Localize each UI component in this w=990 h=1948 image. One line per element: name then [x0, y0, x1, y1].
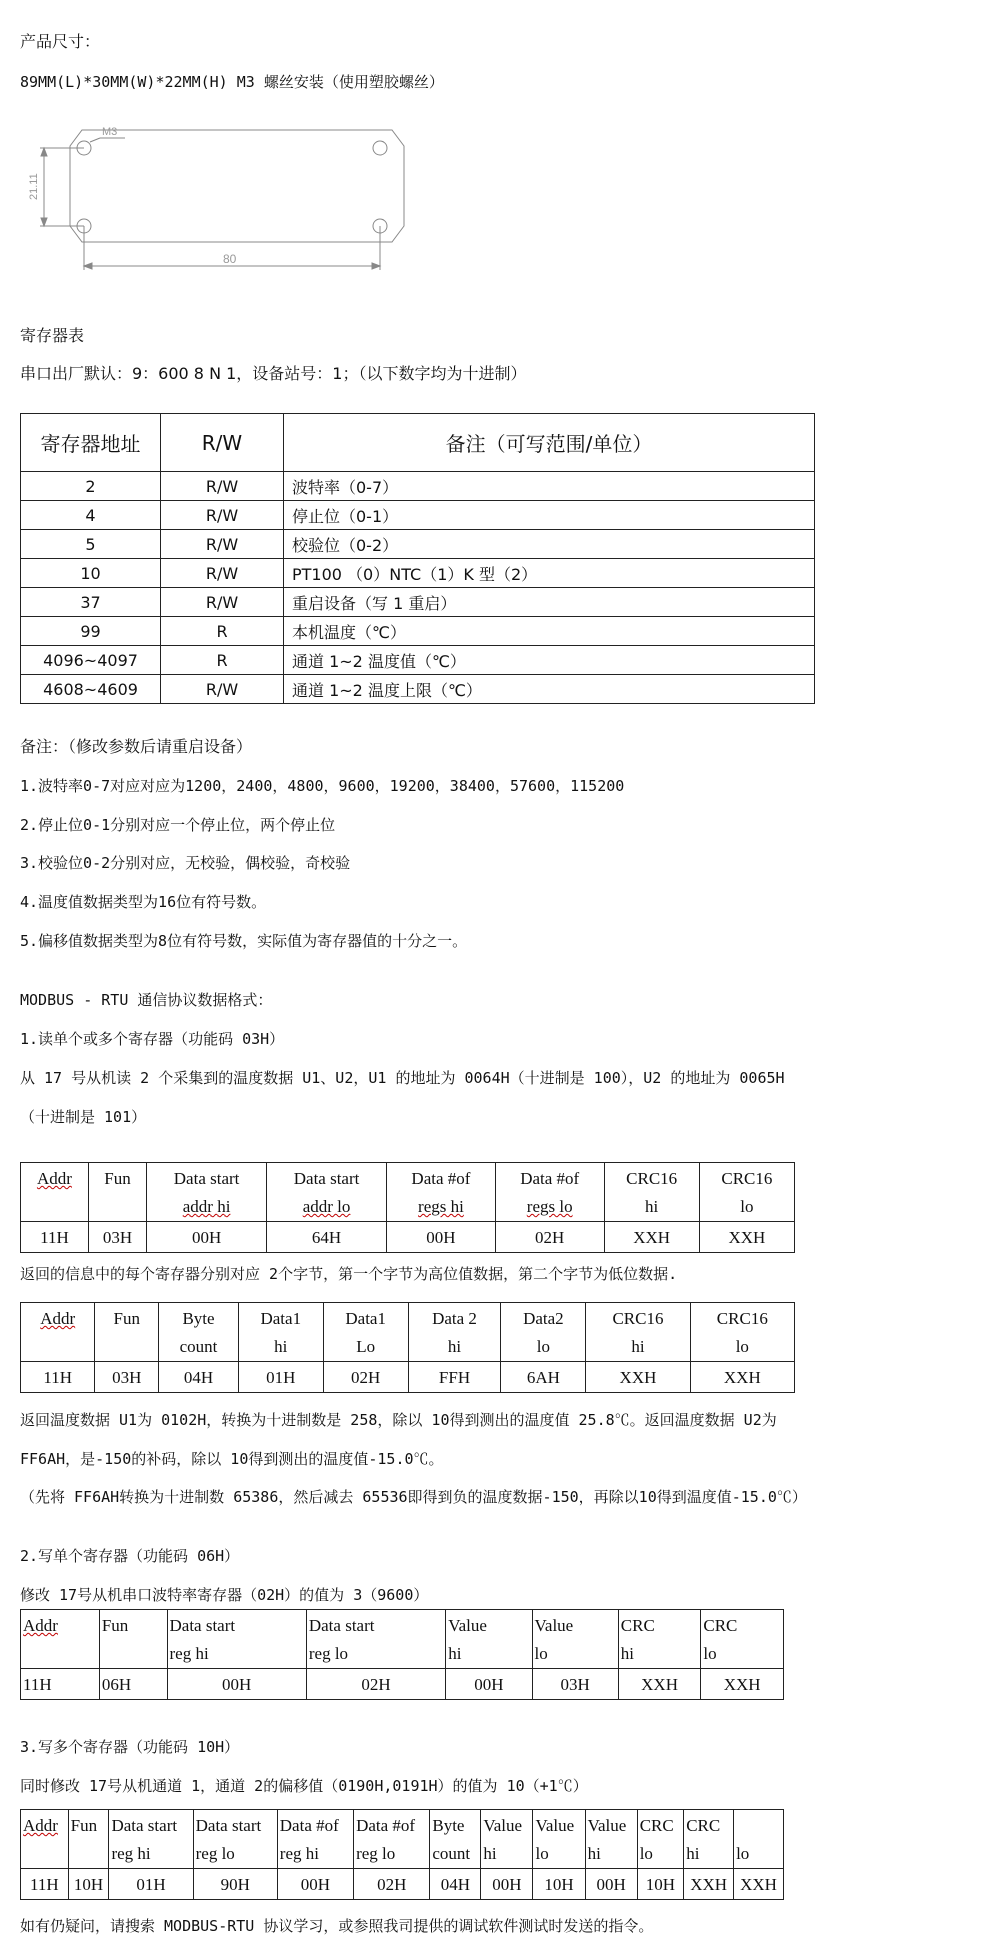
register-table: [20, 413, 815, 704]
table-cell: 04H: [430, 1869, 481, 1900]
write-multi-table: [20, 1809, 784, 1900]
table-cell: R/W: [161, 530, 284, 559]
table-header: CRC hi: [618, 1610, 701, 1669]
table-header: CRC16 lo: [699, 1163, 794, 1222]
table-cell: 00H: [147, 1222, 267, 1253]
table-header: Data start addr lo: [267, 1163, 387, 1222]
table-header: CRC16 hi: [586, 1303, 690, 1362]
table-cell: 4: [21, 501, 161, 530]
table-cell: 重启设备（写 1 重启）: [284, 588, 815, 617]
table-header: Addr: [21, 1810, 69, 1869]
table-cell: 本机温度（℃）: [284, 617, 815, 646]
table-cell: R/W: [161, 675, 284, 704]
table-header: lo: [734, 1810, 784, 1869]
table-header-row: [21, 1163, 795, 1222]
table-row: [21, 1669, 784, 1700]
table-cell: 00H: [585, 1869, 637, 1900]
table-cell: 停止位（0-1）: [284, 501, 815, 530]
read-heading: 1.读单个或多个寄存器（功能码 03H）: [20, 1030, 285, 1048]
table-row: [21, 646, 815, 675]
table-header: Value hi: [585, 1810, 637, 1869]
note-item: 3.校验位0-2分别对应，无校验，偶校验，奇校验: [20, 854, 351, 872]
read-request-table: [20, 1162, 795, 1253]
table-header: Addr: [21, 1163, 89, 1222]
table-header: Data1 Lo: [323, 1303, 408, 1362]
table-header: Data start reg lo: [306, 1610, 445, 1669]
table-row: [21, 1869, 784, 1900]
table-header: CRC lo: [701, 1610, 784, 1669]
dimension-drawing: [20, 118, 410, 278]
table-cell: PT100 （0）NTC（1）K 型（2）: [284, 559, 815, 588]
table-cell: XXH: [690, 1362, 794, 1393]
table-header-row: [21, 1610, 784, 1669]
table-header: Byte count: [159, 1303, 239, 1362]
table-cell: 00H: [387, 1222, 496, 1253]
table-header-row: [21, 1810, 784, 1869]
table-header: CRC16 hi: [604, 1163, 699, 1222]
table-cell: XXH: [618, 1669, 701, 1700]
table-cell: 64H: [267, 1222, 387, 1253]
table-cell: XXH: [734, 1869, 784, 1900]
serial-default-line: 串口出厂默认：9：600 8 N 1，设备站号：1；（以下数字均为十进制）: [20, 364, 527, 383]
table-cell: 06H: [99, 1669, 167, 1700]
table-header: Data start reg hi: [109, 1810, 193, 1869]
note-item: 1.波特率0-7对应对应为1200，2400，4800，9600，19200，38400，57600，115200: [20, 777, 625, 795]
table-header: Data start reg lo: [193, 1810, 277, 1869]
modbus-title: MODBUS - RTU 通信协议数据格式：: [20, 991, 273, 1009]
table-header: 备注（可写范围/单位）: [284, 414, 815, 472]
table-header: Data start addr hi: [147, 1163, 267, 1222]
table-header: Value lo: [533, 1810, 585, 1869]
table-cell: 6AH: [501, 1362, 586, 1393]
write-single-heading: 2.写单个寄存器（功能码 06H）: [20, 1547, 240, 1565]
table-header: Data 2 hi: [408, 1303, 501, 1362]
table-cell: 4096~4097: [21, 646, 161, 675]
table-header: Fun: [99, 1610, 167, 1669]
product-dimensions: 89MM(L)*30MM(W)*22MM(H) M3 螺丝安装（使用塑胶螺丝）: [20, 73, 444, 91]
table-cell: 90H: [193, 1869, 277, 1900]
product-size-title: 产品尺寸：: [20, 32, 101, 51]
table-header: Data start reg hi: [167, 1610, 306, 1669]
table-header: Value hi: [446, 1610, 532, 1669]
table-row: [21, 1222, 795, 1253]
table-cell: 00H: [277, 1869, 353, 1900]
mount-hole: [373, 141, 387, 155]
table-cell: 10H: [68, 1869, 109, 1900]
table-header: Fun: [88, 1163, 146, 1222]
table-row: [21, 675, 815, 704]
table-cell: 5: [21, 530, 161, 559]
table-cell: FFH: [408, 1362, 501, 1393]
table-cell: 02H: [354, 1869, 430, 1900]
table-cell: 11H: [21, 1362, 95, 1393]
table-row: [21, 530, 815, 559]
table-header: Data #of reg hi: [277, 1810, 353, 1869]
hole-label: M3: [102, 126, 118, 138]
table-cell: R: [161, 617, 284, 646]
read-response-table: [20, 1302, 795, 1393]
write-single-table: [20, 1609, 784, 1700]
explain-line: FF6AH，是-150的补码，除以 10得到测出的温度值-15.0℃。: [20, 1450, 444, 1468]
footer-note: 如有仍疑问，请搜索 MODBUS-RTU 协议学习，或参照我司提供的调试软件测试时发送的指令。: [20, 1917, 654, 1935]
table-row: [21, 1362, 795, 1393]
table-cell: 00H: [167, 1669, 306, 1700]
register-table-title: 寄存器表: [20, 326, 85, 345]
table-cell: R/W: [161, 588, 284, 617]
table-cell: 通道 1~2 温度上限（℃）: [284, 675, 815, 704]
table-cell: 02H: [323, 1362, 408, 1393]
table-header: CRC16 lo: [690, 1303, 794, 1362]
table-cell: 10H: [637, 1869, 684, 1900]
table-cell: R: [161, 646, 284, 675]
read-desc: （十进制是 101）: [20, 1108, 147, 1126]
table-header: Data #of reg lo: [354, 1810, 430, 1869]
table-header: Value hi: [481, 1810, 533, 1869]
table-header-row: [21, 1303, 795, 1362]
table-cell: 99: [21, 617, 161, 646]
table-header: Data #of regs lo: [495, 1163, 604, 1222]
table-cell: 4608~4609: [21, 675, 161, 704]
table-cell: 03H: [95, 1362, 159, 1393]
table-row: [21, 617, 815, 646]
table-cell: R/W: [161, 472, 284, 501]
note-item: 5.偏移值数据类型为8位有符号数，实际值为寄存器值的十分之一。: [20, 932, 468, 950]
table-row: [21, 501, 815, 530]
table-row: [21, 472, 815, 501]
table-cell: 校验位（0-2）: [284, 530, 815, 559]
table-cell: 10: [21, 559, 161, 588]
explain-line: 返回温度数据 U1为 0102H，转换为十进制数是 258，除以 10得到测出的温度值 25.8℃。返回温度数据 U2为: [20, 1411, 777, 1429]
table-header: CRC lo: [637, 1810, 684, 1869]
board-outline: [70, 130, 404, 242]
table-cell: 00H: [446, 1669, 532, 1700]
table-cell: R/W: [161, 501, 284, 530]
table-row: [21, 559, 815, 588]
table-header: CRC hi: [684, 1810, 734, 1869]
table-cell: XXH: [586, 1362, 690, 1393]
table-cell: XXH: [684, 1869, 734, 1900]
note-item: 4.温度值数据类型为16位有符号数。: [20, 893, 267, 911]
table-header: Addr: [21, 1303, 95, 1362]
table-header: Data #of regs hi: [387, 1163, 496, 1222]
table-row: [21, 588, 815, 617]
table-cell: 11H: [21, 1669, 100, 1700]
table-cell: 2: [21, 472, 161, 501]
table-cell: 10H: [533, 1869, 585, 1900]
note-item: 2.停止位0-1分别对应一个停止位，两个停止位: [20, 816, 336, 834]
write-multi-heading: 3.写多个寄存器（功能码 10H）: [20, 1738, 240, 1756]
table-cell: XXH: [701, 1669, 784, 1700]
write-single-desc: 修改 17号从机串口波特率寄存器（02H）的值为 3（9600）: [20, 1586, 429, 1604]
table-cell: R/W: [161, 559, 284, 588]
table-header: Value lo: [532, 1610, 618, 1669]
table-header-row: [21, 414, 815, 472]
table-cell: 11H: [21, 1222, 89, 1253]
table-cell: 04H: [159, 1362, 239, 1393]
table-cell: 37: [21, 588, 161, 617]
write-multi-desc: 同时修改 17号从机通道 1，通道 2的偏移值（0190H,0191H）的值为 10（+1℃）: [20, 1777, 588, 1795]
table-cell: 03H: [532, 1669, 618, 1700]
table-header: Fun: [95, 1303, 159, 1362]
table-cell: 03H: [88, 1222, 146, 1253]
table-cell: 02H: [495, 1222, 604, 1253]
notes-title: 备注：（修改参数后请重启设备）: [20, 737, 253, 756]
table-header: 寄存器地址: [21, 414, 161, 472]
read-desc: 从 17 号从机读 2 个采集到的温度数据 U1、U2，U1 的地址为 0064H（十进制是 100），U2 的地址为 0065H: [20, 1069, 785, 1087]
table-header: Fun: [68, 1810, 109, 1869]
table-cell: 11H: [21, 1869, 69, 1900]
table-header: Data2 lo: [501, 1303, 586, 1362]
table-header: Addr: [21, 1610, 100, 1669]
table-cell: 波特率（0-7）: [284, 472, 815, 501]
table-header: R/W: [161, 414, 284, 472]
response-note: 返回的信息中的每个寄存器分别对应 2个字节，第一个字节为高位值数据，第二个字节为低位数据.: [20, 1265, 678, 1283]
width-label: 80: [223, 252, 237, 266]
table-cell: XXH: [699, 1222, 794, 1253]
height-label: 21.11: [28, 173, 40, 200]
table-cell: 01H: [109, 1869, 193, 1900]
table-header: Data1 hi: [238, 1303, 323, 1362]
table-cell: 00H: [481, 1869, 533, 1900]
table-cell: 02H: [306, 1669, 445, 1700]
table-cell: XXH: [604, 1222, 699, 1253]
table-cell: 通道 1~2 温度值（℃）: [284, 646, 815, 675]
explain-line: （先将 FF6AH转换为十进制数 65386，然后减去 65536即得到负的温度数据-150，再除以10得到温度值-15.0℃）: [20, 1488, 807, 1506]
table-header: Byte count: [430, 1810, 481, 1869]
table-cell: 01H: [238, 1362, 323, 1393]
